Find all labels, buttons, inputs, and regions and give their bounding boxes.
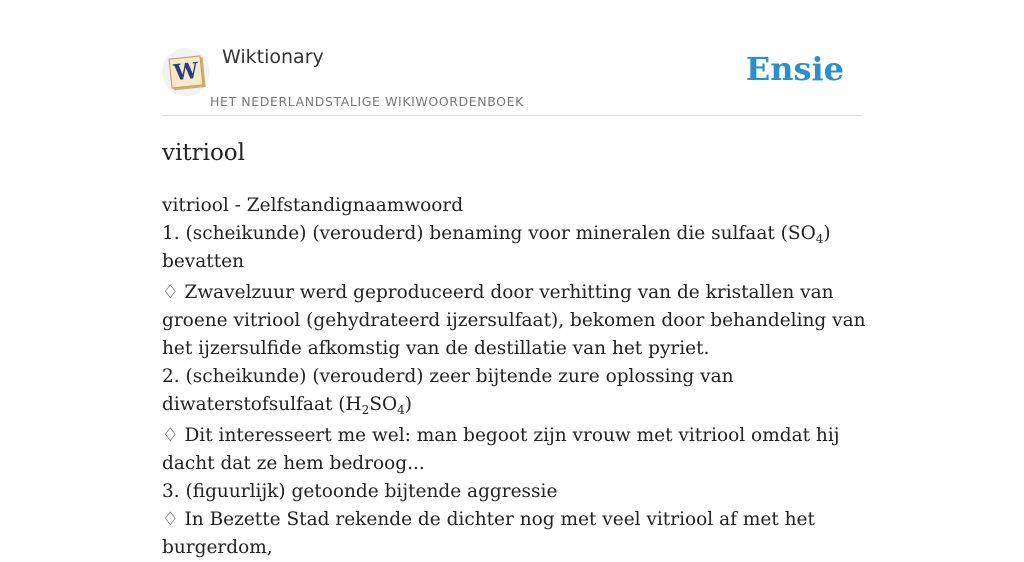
site-name[interactable]: Wiktionary [222, 46, 324, 68]
definition-2: 2. (scheikunde) (verouderd) zeer bijtende zure oplossing van diwaterstofsulfaat $(H_2SO_4)$ [162, 366, 734, 417]
site-header [162, 44, 862, 116]
example-1: ♢ Zwavelzuur werd geproduceerd door verhitting van de kristallen van groene vitriool (gehydrateerd ijzersulfaat), bekomen door behandeling van het ijzersulfide afkomstig van de destillatie van het pyriet. [162, 282, 866, 359]
ensie-brand-logo[interactable]: Ensie [745, 50, 844, 88]
page-title: vitriool [162, 140, 245, 166]
wiktionary-logo[interactable] [162, 48, 210, 96]
example-2: ♢ Dit interesseert me wel: man begoot zijn vrouw met vitriool omdat hij dacht dat ze hem bedroog... [162, 425, 840, 474]
entry-content [162, 192, 867, 562]
definition-1: 1. (scheikunde) (verouderd) benaming voor mineralen die sulfaat $(SO_4)$ bevatten [162, 223, 831, 272]
puzzle-tile-icon [169, 55, 204, 88]
entry-heading: vitriool - Zelfstandignaamwoord [162, 195, 464, 216]
definition-3: 3. (figuurlijk) getoonde bijtende aggressie [162, 481, 558, 502]
site-tagline: HET NEDERLANDSTALIGE WIKIWOORDENBOEK [210, 94, 524, 109]
example-3: ♢ In Bezette Stad rekende de dichter nog met veel vitriool af met het burgerdom, [162, 509, 815, 558]
logo-letter: W [172, 57, 200, 87]
